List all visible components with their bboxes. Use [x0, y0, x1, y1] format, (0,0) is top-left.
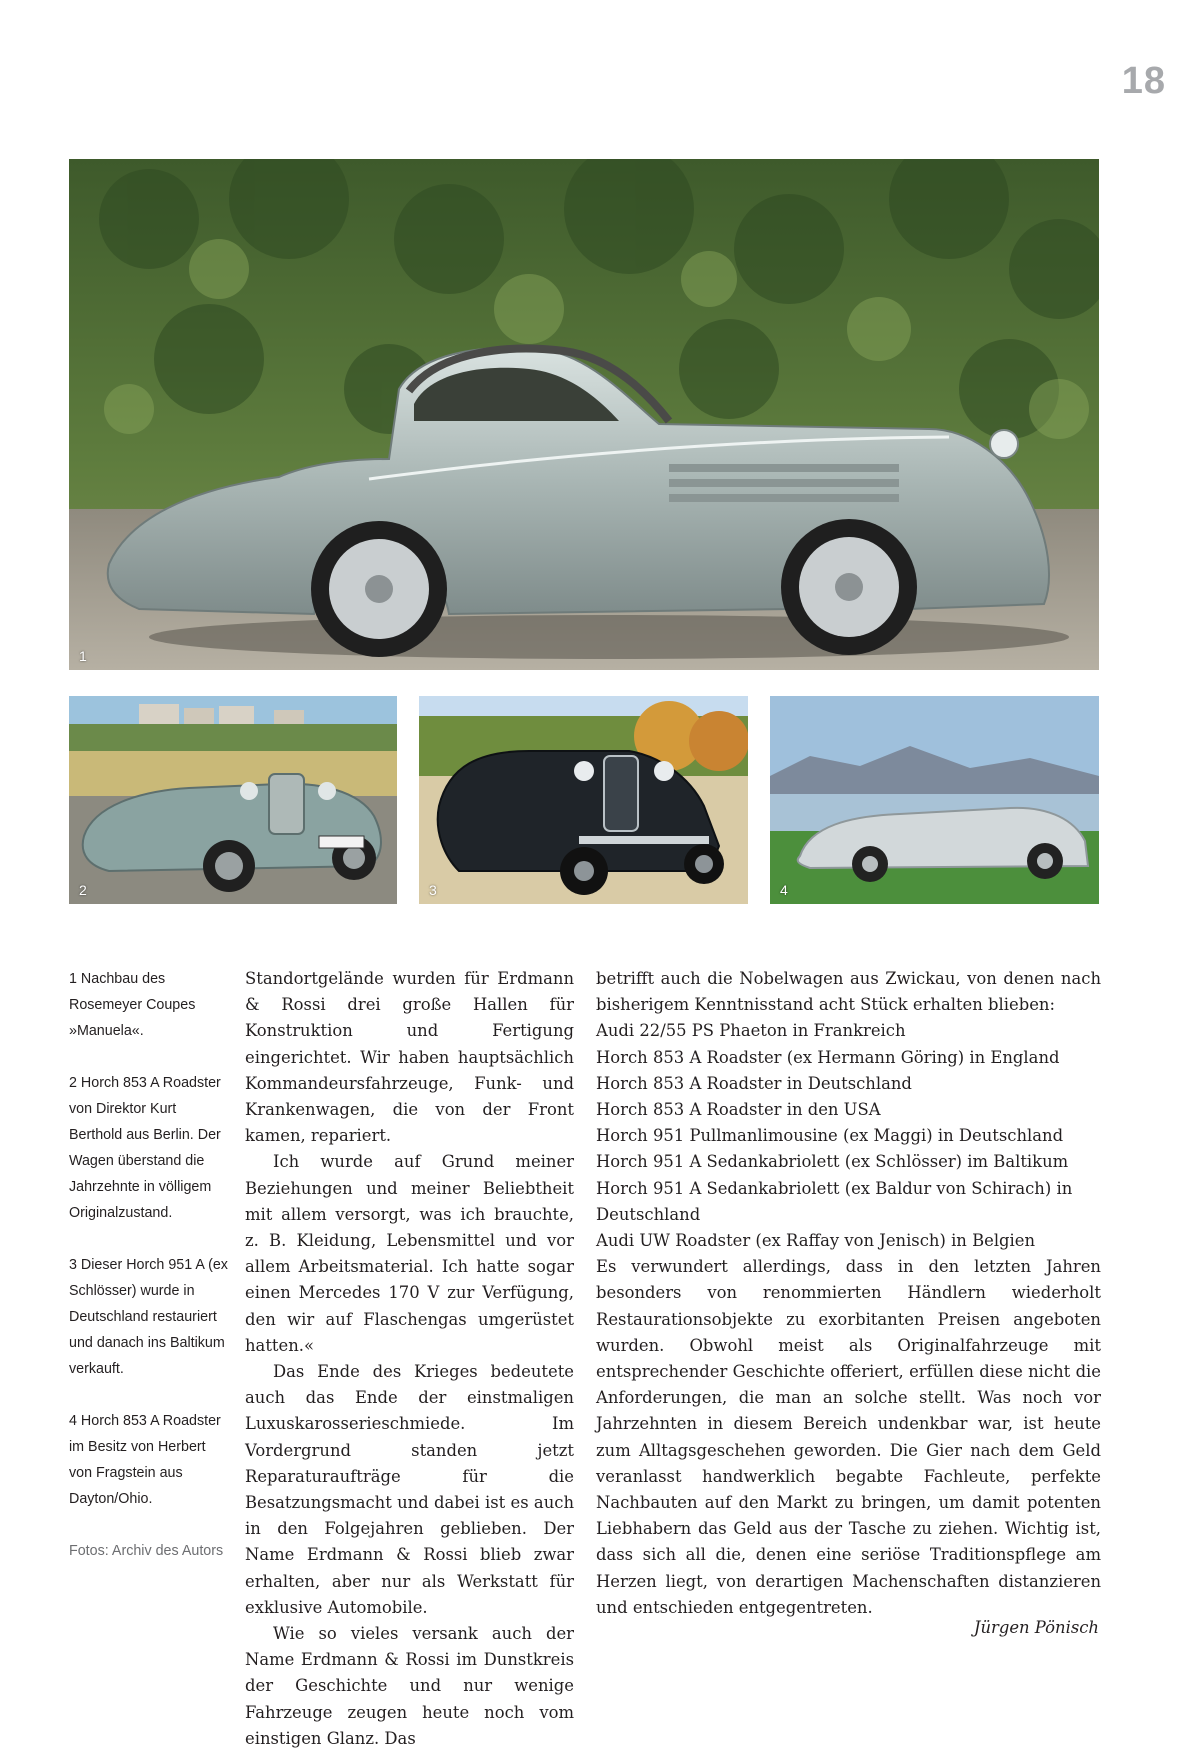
- list-item: Horch 951 A Sedankabriolett (ex Schlösser) im Baltikum: [596, 1152, 1069, 1172]
- list-item: Audi UW Roadster (ex Raffay von Jenisch) in Belgien: [596, 1231, 1036, 1251]
- article-paragraph: Es verwundert allerdings, dass in den letzten Jahren besonders von renommierten Händlern wiederholt Restaurationsobjekte zu exorbitanten Preisen angeboten wurden. Obwohl meist als Originalfahrzeuge mit entsprechender Geschichte offeriert, erfüllen diese nicht die Anforderungen, die man an solche stellt. Was noch vor Jahrzehnten in diesem Bereich undenkbar war, ist heute zum Alltagsgeschehen geworden. Die Gier nach dem Geld veranlasst handwerklich begabte Fachleute, perfekte Nachbauten auf den Markt zu bringen, um damit potenten Liebhabern das Geld aus der Tasche zu ziehen. Wichtig ist, dass sich all die, denen eine seriöse Traditionspflege am Herzen liegt, von derartigen Machenschaften distanzieren und entschieden entgegentreten.: [596, 1257, 1101, 1617]
- surviving-cars-list: [596, 1018, 1101, 1254]
- photo-number: 3: [429, 882, 437, 898]
- caption-4: 4 Horch 853 A Roadster im Besitz von Herbert von Fragstein aus Dayton/Ohio.: [69, 1413, 221, 1507]
- article-paragraph: Das Ende des Krieges bedeutete auch das Ende der einstmaligen Luxuskarosserieschmiede. Im Vordergrund standen jetzt Reparaturaufträge für die Besatzungsmacht und dabei ist es auch in den Folgejahren geblieben. Der Name Erdmann & Rossi blieb zwar erhalten, aber nur als Werkstatt für exklusive Automobile.: [245, 1362, 574, 1617]
- article-column-middle: [245, 966, 574, 1752]
- list-item: Horch 853 A Roadster (ex Hermann Göring) in England: [596, 1047, 1060, 1067]
- article-paragraph: Standortgelände wurden für Erdmann & Rossi drei große Hallen für Konstruktion und Fertigung eingerichtet. Wir haben hauptsächlich Kommandeursfahrzeuge, Funk- und Krankenwagen, die von der Front kamen, repariert.: [245, 969, 574, 1146]
- sedan-illustration: [419, 696, 748, 904]
- photo-number: 2: [79, 882, 87, 898]
- roadster-illustration: [69, 696, 397, 904]
- photo-coupe-manuela: [69, 159, 1099, 670]
- caption-1: 1 Nachbau des Rosemeyer Coupes »Manuela«.: [69, 971, 196, 1039]
- page-number: 18: [1121, 60, 1166, 102]
- article-paragraph: betrifft auch die Nobelwagen aus Zwickau, von denen nach bisherigem Kenntnisstand acht Stück erhalten blieben:: [596, 969, 1101, 1015]
- article-paragraph: Ich wurde auf Grund meiner Beziehungen und meiner Beliebtheit mit allem versorgt, was ich brauchte, z. B. Kleidung, Lebensmittel und vor allem Arbeitsmaterial. Ich hatte sogar einen Mercedes 170 V zur Verfügung, den wir auf Flaschengas umgerüstet hatten.«: [245, 1152, 574, 1355]
- list-item: Horch 951 Pullmanlimousine (ex Maggi) in Deutschland: [596, 1126, 1064, 1146]
- list-item: Audi 22/55 PS Phaeton in Frankreich: [596, 1021, 906, 1041]
- lake-roadster-illustration: [770, 696, 1099, 904]
- coupe-illustration: [69, 159, 1099, 670]
- list-item: Horch 951 A Sedankabriolett (ex Baldur von Schirach) in Deutschland: [596, 1178, 1073, 1224]
- photo-number: 4: [780, 882, 788, 898]
- caption-2: 2 Horch 853 A Roadster von Direktor Kurt Berthold aus Berlin. Der Wagen überstand die Jahrzehnte in völligem Originalzustand.: [69, 1075, 221, 1221]
- photo-roadster-fragstein: [770, 696, 1099, 904]
- article-column-right: [596, 966, 1101, 1621]
- list-item: Horch 853 A Roadster in den USA: [596, 1100, 881, 1120]
- photo-credit: Fotos: Archiv des Autors: [69, 1543, 224, 1559]
- caption-3: 3 Dieser Horch 951 A (ex Schlösser) wurde in Deutschland restauriert und danach ins Baltikum verkauft.: [69, 1257, 228, 1377]
- article-paragraph: Wie so vieles versank auch der Name Erdmann & Rossi im Dunstkreis der Geschichte und nur wenige Fahrzeuge zeugen heute noch vom einstigen Glanz. Das: [245, 1624, 574, 1748]
- photo-roadster-berthold: [69, 696, 397, 904]
- photo-sedankabriolett-schloesser: [419, 696, 748, 904]
- photo-captions: [69, 966, 229, 1590]
- list-item: Horch 853 A Roadster in Deutschland: [596, 1073, 912, 1093]
- photo-number: 1: [79, 648, 87, 664]
- author-name: Jürgen Pönisch: [973, 1618, 1099, 1637]
